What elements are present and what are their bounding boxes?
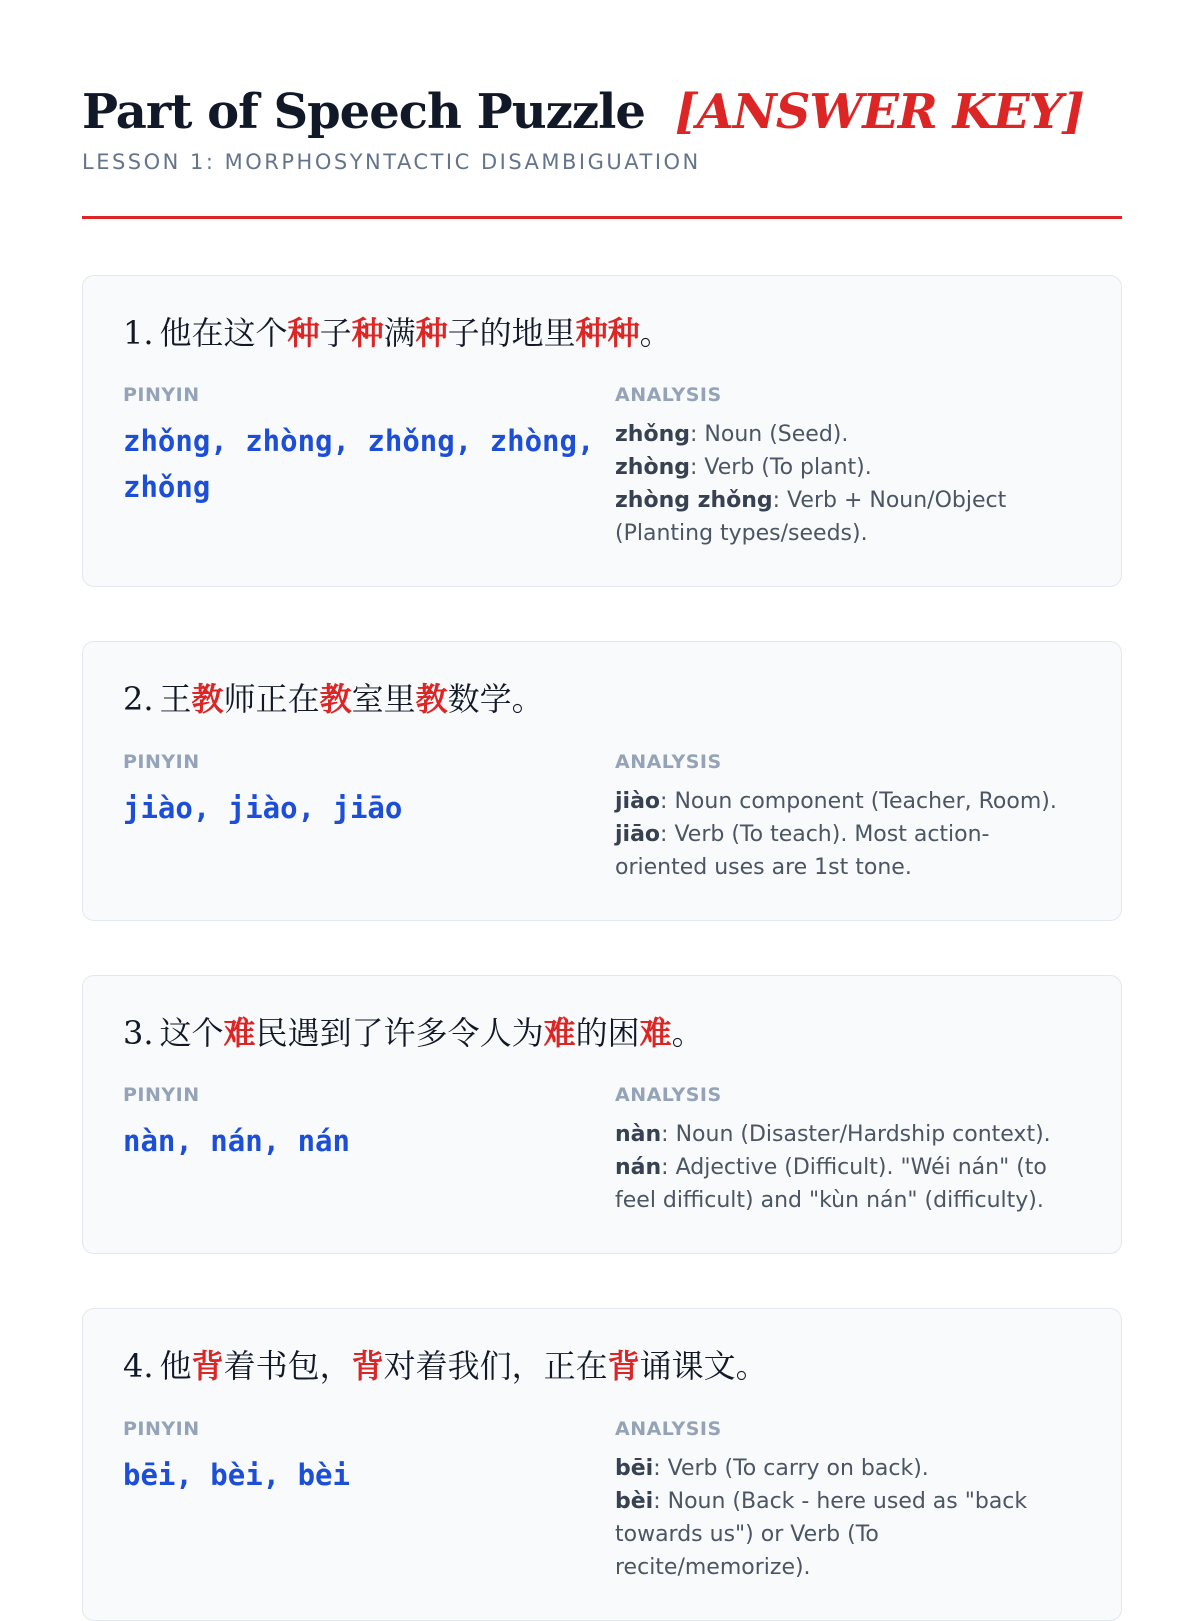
sentence-segment: 室里	[351, 680, 416, 719]
analysis-line	[615, 451, 1081, 484]
analysis-label: ANALYSIS	[615, 384, 722, 407]
analysis-description: : Noun (Back - here used as "back towards us") or Verb (To recite/memorize).	[615, 1488, 1028, 1580]
analysis-description: : Adjective (Difficult). "Wéi nán" (to feel difficult) and "kùn nán" (difficulty).	[615, 1155, 1047, 1214]
analysis-label: ANALYSIS	[615, 1417, 722, 1440]
analysis-description: : Verb (To teach). Most action-oriented uses are 1st tone.	[615, 821, 990, 880]
analysis-line	[615, 785, 1081, 818]
analysis-term: jiāo	[615, 821, 661, 847]
analysis-column	[615, 1418, 1081, 1584]
analysis-line	[615, 818, 1081, 884]
analysis-description: : Verb (To carry on back).	[653, 1455, 929, 1481]
sentence-segment: 这个	[159, 1013, 224, 1052]
analysis-label: ANALYSIS	[615, 1084, 722, 1107]
analysis-description: : Noun (Seed).	[690, 422, 849, 448]
analysis-line	[615, 1151, 1081, 1217]
sentence-segment: 诵课文。	[639, 1347, 768, 1386]
analysis-description: : Noun component (Teacher, Room).	[660, 788, 1057, 814]
analysis-line	[615, 1118, 1081, 1151]
sentence-segment: 对着我们，正在	[383, 1347, 608, 1386]
sentence-segment: 子的地里	[447, 314, 576, 352]
answer-columns	[123, 1084, 1081, 1217]
analysis-text	[615, 1118, 1081, 1217]
analysis-term: bèi	[615, 1488, 654, 1514]
analysis-line	[615, 1485, 1081, 1584]
analysis-column	[615, 1084, 1081, 1217]
sentence-segment: 满	[383, 314, 416, 352]
analysis-description: : Verb + Noun/Object (Planting types/seeds).	[615, 488, 1007, 547]
highlighted-character: 背	[191, 1347, 224, 1386]
page-header	[82, 0, 1098, 174]
puzzle-sentence	[123, 1014, 1081, 1052]
pinyin-answer: jiào, jiào, jiāo	[123, 790, 403, 825]
header-divider	[82, 216, 1122, 219]
highlighted-character: 教	[415, 680, 448, 719]
answer-key-tag: [ANSWER KEY]	[674, 84, 1084, 140]
puzzle-number: 1.	[123, 314, 154, 352]
analysis-line	[615, 1452, 1081, 1485]
pinyin-label: PINYIN	[123, 1084, 200, 1107]
puzzle-number: 2.	[123, 680, 154, 719]
pinyin-answer: nàn, nán, nán	[123, 1124, 350, 1159]
sentence-segment: 他	[159, 1347, 192, 1386]
puzzle-card	[82, 975, 1122, 1254]
lesson-subtitle: LESSON 1: MORPHOSYNTACTIC DISAMBIGUATION	[82, 150, 701, 174]
sentence-segment: 民遇到了许多令人为	[255, 1013, 544, 1052]
sentence-segment: 的困	[575, 1013, 640, 1052]
highlighted-character: 种种	[575, 314, 640, 352]
puzzle-sentence	[123, 1347, 1081, 1385]
analysis-term: nán	[615, 1155, 662, 1181]
analysis-term: nàn	[615, 1122, 662, 1148]
puzzle-sentence	[123, 314, 1081, 352]
puzzle-card	[82, 641, 1122, 920]
highlighted-character: 难	[223, 1013, 256, 1052]
sentence-segment: 数学。	[447, 680, 544, 719]
analysis-column	[615, 751, 1081, 884]
puzzle-sentence	[123, 680, 1081, 718]
sentence-segment: 师正在	[223, 680, 320, 719]
highlighted-character: 种	[351, 314, 384, 352]
puzzle-card	[82, 275, 1122, 587]
highlighted-character: 难	[543, 1013, 576, 1052]
analysis-text	[615, 1452, 1081, 1584]
pinyin-column	[123, 1418, 615, 1584]
sentence-segment: 子	[319, 314, 352, 352]
answer-columns	[123, 384, 1081, 550]
highlighted-character: 种	[287, 314, 320, 352]
analysis-column	[615, 384, 1081, 550]
pinyin-label: PINYIN	[123, 750, 200, 773]
highlighted-character: 种	[415, 314, 448, 352]
analysis-label: ANALYSIS	[615, 750, 722, 773]
sentence-segment: 他在这个	[159, 314, 288, 352]
pinyin-answer: bēi, bèi, bèi	[123, 1457, 350, 1492]
highlighted-character: 背	[607, 1347, 640, 1386]
pinyin-column	[123, 384, 615, 550]
analysis-description: : Verb (To plant).	[690, 455, 872, 481]
sentence-segment: 。	[671, 1013, 704, 1052]
highlighted-character: 背	[351, 1347, 384, 1386]
analysis-text	[615, 785, 1081, 884]
analysis-description: : Noun (Disaster/Hardship context).	[661, 1122, 1051, 1148]
answer-columns	[123, 1418, 1081, 1584]
pinyin-column	[123, 751, 615, 884]
analysis-term: zhòng zhǒng	[615, 488, 773, 514]
pinyin-label: PINYIN	[123, 1417, 200, 1440]
sentence-segment: 王	[159, 680, 192, 719]
pinyin-label: PINYIN	[123, 384, 200, 407]
analysis-text	[615, 418, 1081, 550]
analysis-term: zhǒng	[615, 422, 690, 448]
puzzle-list	[82, 275, 1098, 1621]
analysis-term: bēi	[615, 1455, 654, 1481]
page-title: Part of Speech Puzzle	[82, 84, 645, 140]
title-row	[82, 84, 1098, 140]
highlighted-character: 难	[639, 1013, 672, 1052]
puzzle-number: 3.	[123, 1013, 154, 1052]
highlighted-character: 教	[319, 680, 352, 719]
analysis-term: jiào	[615, 788, 661, 814]
analysis-line	[615, 484, 1081, 550]
sentence-segment: 。	[639, 314, 672, 352]
puzzle-card	[82, 1308, 1122, 1620]
sentence-segment: 着书包，	[223, 1347, 352, 1386]
puzzle-number: 4.	[123, 1347, 154, 1386]
answer-columns	[123, 751, 1081, 884]
pinyin-answer: zhǒng, zhòng, zhǒng, zhòng, zhǒng	[123, 424, 595, 505]
analysis-term: zhòng	[615, 455, 690, 481]
analysis-line	[615, 418, 1081, 451]
highlighted-character: 教	[191, 680, 224, 719]
pinyin-column	[123, 1084, 615, 1217]
